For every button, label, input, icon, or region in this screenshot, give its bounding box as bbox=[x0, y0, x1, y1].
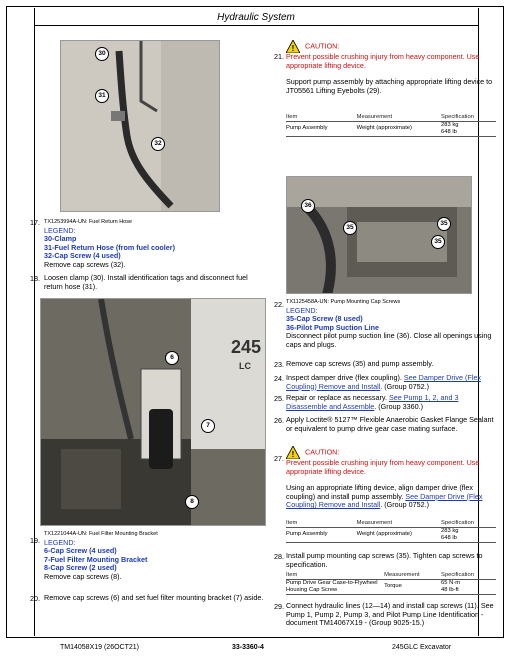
legend-title: LEGEND: bbox=[44, 225, 76, 235]
step-21 bbox=[286, 40, 496, 95]
table-cell: 48 lb-ft bbox=[441, 587, 459, 593]
step-17 bbox=[44, 218, 264, 270]
legend-item: 32-Cap Screw (4 used) bbox=[44, 251, 121, 261]
fuel-filter-bracket-photo bbox=[40, 298, 266, 526]
step-27 bbox=[286, 446, 496, 510]
svg-text:!: ! bbox=[291, 44, 295, 53]
step-29-text: Connect hydraulic lines (12—14) and install cap screws (11). See Pump 1, Pump 2, Pump 3, and Pilot Pump Line Identification - document TM14067X19 - (Group 9025-15.) bbox=[286, 601, 494, 628]
pump-mounting-photo bbox=[286, 176, 472, 294]
step-18-number: 18. bbox=[30, 274, 40, 283]
step-22-number: 22. bbox=[274, 300, 284, 309]
damper-drive-link[interactable]: See Damper Drive (Flex Coupling) Remove and Install bbox=[286, 491, 483, 510]
step-20-number: 20. bbox=[30, 594, 40, 603]
table-cell: 648 lb bbox=[441, 535, 457, 541]
damper-drive-link[interactable]: See Damper Drive (Flex Coupling) Remove and Install bbox=[286, 373, 481, 391]
legend-item: 30-Clamp bbox=[44, 234, 77, 244]
step-text: Disconnect pilot pump suction line (36). Close all openings using caps and plugs. bbox=[286, 331, 492, 349]
table-header: Item bbox=[286, 572, 298, 578]
header-divider bbox=[34, 25, 478, 26]
table-header: Measurement bbox=[384, 572, 420, 578]
callout-8: 8 bbox=[185, 495, 199, 509]
step-23-number: 23. bbox=[274, 360, 284, 369]
callout-35: 35 bbox=[431, 235, 445, 249]
figure-caption: TX1253994A-UN: Fuel Return Hose bbox=[44, 219, 133, 225]
table-header: Specification bbox=[441, 572, 474, 578]
caution-label: CAUTION: bbox=[305, 41, 340, 51]
step-25 bbox=[286, 394, 496, 411]
step-26-number: 26. bbox=[274, 416, 284, 425]
fuel-return-hose-photo bbox=[60, 40, 220, 212]
step-text: Using an appropriate lifting device, align damper drive (flex coupling) and install pump assembly. bbox=[286, 483, 473, 501]
step-28-number: 28. bbox=[274, 552, 284, 561]
callout-36: 36 bbox=[301, 199, 315, 213]
step-26-text: Apply Loctite® 5127™ Flexible Anaerobic Gasket Flange Sealant or equivalent to pump drive gear case mating surface. bbox=[286, 415, 494, 433]
caution-text: Prevent possible crushing injury from heavy component. Use appropriate lifting device. bbox=[286, 458, 480, 476]
step-text: . (Group 0752.) bbox=[380, 381, 430, 391]
legend-title: LEGEND: bbox=[44, 537, 76, 547]
pump-disassemble-link[interactable]: See Pump 1, 2, and 3 Disassemble and Assemble bbox=[286, 393, 459, 411]
step-22 bbox=[286, 298, 496, 350]
figure-caption: TX1125458A-UN: Pump Mounting Cap Screws bbox=[286, 299, 401, 305]
callout-32: 32 bbox=[151, 137, 165, 151]
step-19-number: 19. bbox=[30, 536, 40, 545]
footer-page-number: 33-3360-4 bbox=[232, 644, 264, 651]
step-text: Repair or replace as necessary. bbox=[286, 393, 387, 402]
table-header: Specification bbox=[441, 520, 474, 526]
callout-7: 7 bbox=[201, 419, 215, 433]
svg-text:!: ! bbox=[291, 450, 295, 459]
step-17-number: 17. bbox=[30, 218, 40, 227]
table-cell: Weight (approximate) bbox=[356, 531, 412, 537]
legend-item: 6-Cap Screw (4 used) bbox=[44, 546, 117, 556]
callout-35: 35 bbox=[437, 217, 451, 231]
callout-30: 30 bbox=[95, 47, 109, 61]
legend-title: LEGEND: bbox=[286, 305, 318, 315]
legend-item: 8-Cap Screw (2 used) bbox=[44, 563, 117, 573]
table-cell: Torque bbox=[384, 583, 402, 589]
table-cell: Pump Assembly bbox=[286, 531, 328, 537]
step-25-number: 25. bbox=[274, 394, 284, 403]
step-20-text: Remove cap screws (6) and set fuel filter mounting bracket (7) aside. bbox=[44, 593, 264, 602]
legend-item: 35-Cap Screw (8 used) bbox=[286, 314, 363, 324]
footer-doc-id: TM14058X19 (26OCT21) bbox=[60, 644, 139, 651]
table-header: Specification bbox=[441, 114, 474, 120]
step-28-text: Install pump mounting cap screws (35). Tighten cap screws to specification. bbox=[286, 551, 483, 569]
step-text: Remove cap screws (8). bbox=[44, 571, 122, 581]
table-header: Item bbox=[286, 520, 298, 526]
step-18-text: Loosen clamp (30). Install identification tags and disconnect fuel return hose (31). bbox=[44, 273, 248, 291]
table-cell: 65 N·m bbox=[441, 580, 461, 586]
step-24 bbox=[286, 374, 496, 391]
legend-item: 31-Fuel Return Hose (from fuel cooler) bbox=[44, 242, 175, 252]
step-text: . (Group 3360.) bbox=[374, 401, 424, 411]
machine-model-decal-sub: LC bbox=[239, 361, 251, 371]
table-header: Measurement bbox=[356, 114, 393, 120]
spec-table bbox=[286, 572, 496, 595]
callout-35: 35 bbox=[343, 221, 357, 235]
page-header: Hydraulic System bbox=[217, 12, 295, 23]
step-text: Inspect damper drive (flex coupling). bbox=[286, 373, 402, 382]
table-cell: Weight (approximate) bbox=[356, 125, 412, 131]
table-cell: 283 kg bbox=[441, 528, 459, 534]
spec-table bbox=[286, 520, 496, 543]
step-text: Remove cap screws (32). bbox=[44, 259, 126, 269]
step-21-number: 21. bbox=[274, 52, 284, 61]
table-cell: 283 kg bbox=[441, 122, 459, 128]
step-text: Support pump assembly by attaching appropriate lifting device to JT05561 Lifting Eyebolts (29). bbox=[286, 77, 493, 95]
table-cell: 648 lb bbox=[441, 129, 457, 135]
step-19 bbox=[44, 530, 264, 582]
caution-label: CAUTION: bbox=[305, 447, 340, 457]
step-23-text: Remove cap screws (35) and pump assembly. bbox=[286, 359, 434, 368]
step-text: . (Group 0752.) bbox=[380, 500, 430, 510]
legend-item: 7-Fuel Filter Mounting Bracket bbox=[44, 554, 148, 564]
footer-model: 245GLC Excavator bbox=[392, 644, 452, 651]
callout-31: 31 bbox=[95, 89, 109, 103]
callout-6: 6 bbox=[165, 351, 179, 365]
step-24-number: 24. bbox=[274, 374, 284, 383]
figure-caption: TX1221044A-UN: Fuel Filter Mounting Bracket bbox=[44, 531, 158, 537]
machine-model-decal: 245 bbox=[231, 337, 262, 357]
table-header: Item bbox=[286, 114, 298, 120]
step-29-number: 29. bbox=[274, 602, 284, 611]
caution-text: Prevent possible crushing injury from heavy component. Use appropriate lifting device. bbox=[286, 52, 480, 70]
table-header: Measurement bbox=[356, 520, 393, 526]
legend-item: 36-Pilot Pump Suction Line bbox=[286, 322, 380, 332]
step-27-number: 27. bbox=[274, 454, 284, 463]
spec-table bbox=[286, 114, 496, 137]
table-cell: Pump Drive Gear Case-to-Flywheel Housing Cap Screw bbox=[286, 580, 378, 593]
table-cell: Pump Assembly bbox=[286, 125, 328, 131]
